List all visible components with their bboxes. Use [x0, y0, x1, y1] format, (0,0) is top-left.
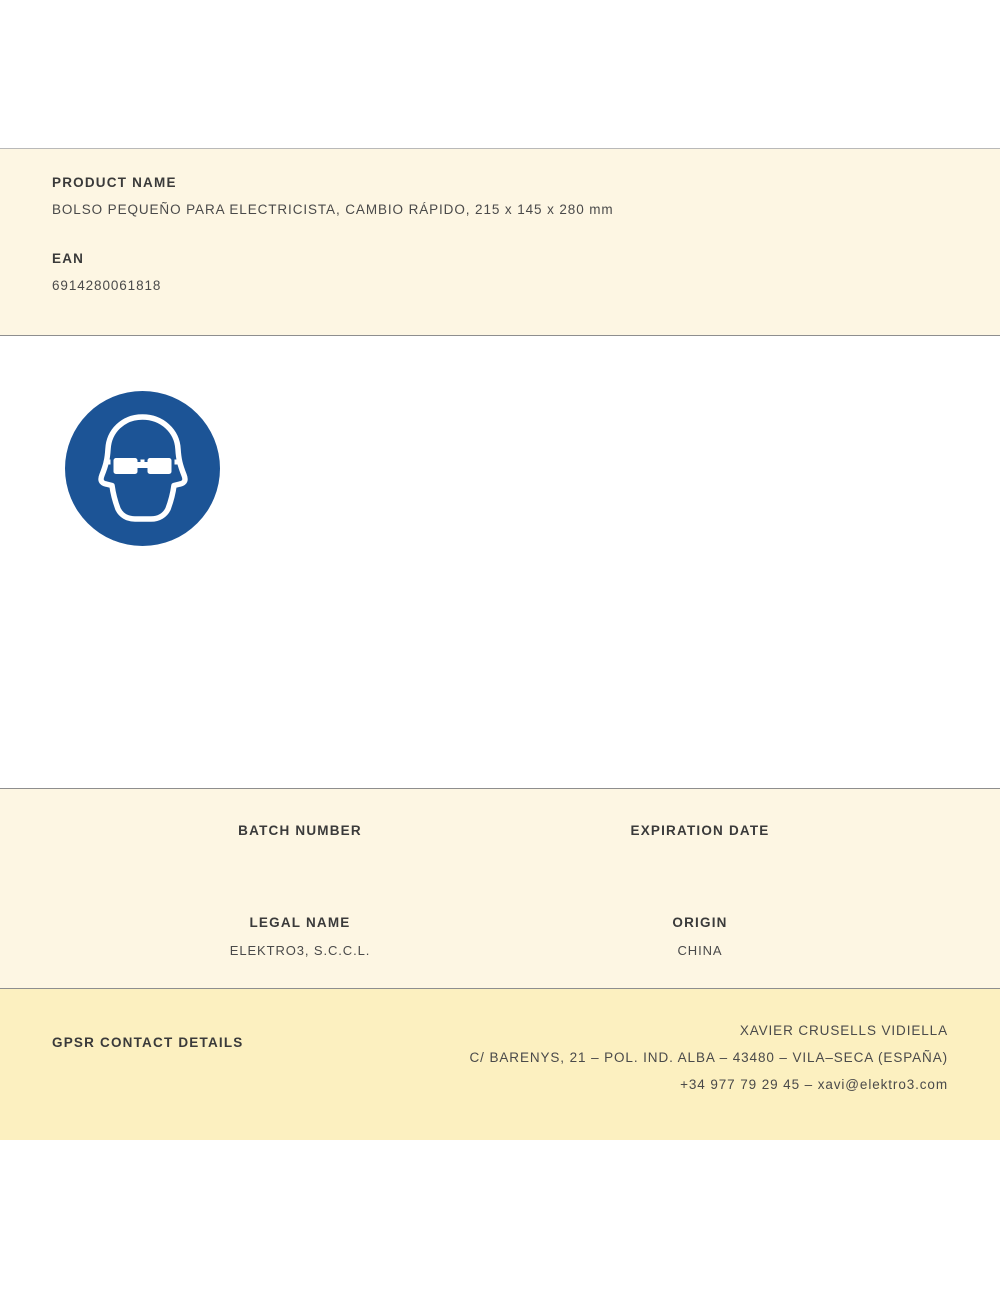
- product-info-block: [0, 148, 1000, 336]
- origin-cell: [500, 915, 1000, 959]
- batch-number-cell: [0, 823, 500, 867]
- ean-label: EAN: [52, 251, 85, 266]
- origin-value: CHINA: [677, 943, 723, 958]
- legal-name-label: LEGAL NAME: [249, 915, 351, 930]
- expiration-date-label: EXPIRATION DATE: [630, 823, 770, 838]
- batch-number-label: BATCH NUMBER: [238, 823, 362, 838]
- gpsr-contact-address: C/ BARENYS, 21 – POL. IND. ALBA – 43480 – VILA–SECA (ESPAÑA): [469, 1050, 948, 1065]
- batch-legal-block: [0, 788, 1000, 988]
- expiration-date-cell: [500, 823, 1000, 867]
- gpsr-contact-block: [0, 988, 1000, 1140]
- legal-name-value: ELEKTRO3, S.C.C.L.: [229, 943, 371, 958]
- gpsr-contact-name: XAVIER CRUSELLS VIDIELLA: [739, 1023, 948, 1038]
- gpsr-contact-label: GPSR CONTACT DETAILS: [52, 1035, 244, 1050]
- product-name-label: PRODUCT NAME: [52, 175, 177, 190]
- spacer: [52, 217, 948, 251]
- batch-number-value: [100, 851, 500, 867]
- gpsr-contact-details: [244, 989, 1000, 1098]
- wear-eye-protection-icon: [65, 391, 220, 546]
- gpsr-contact-phone-email: +34 977 79 29 45 – xavi@elektro3.com: [680, 1077, 948, 1092]
- batch-row: [0, 789, 1000, 867]
- product-name-value: BOLSO PEQUEÑO PARA ELECTRICISTA, CAMBIO RÁPIDO, 215 x 145 x 280 mm: [52, 202, 614, 217]
- origin-label: ORIGIN: [672, 915, 728, 930]
- legal-name-cell: [0, 915, 500, 959]
- pictogram-area: [0, 336, 1000, 788]
- expiration-date-value: [500, 851, 900, 867]
- ean-value: 6914280061818: [52, 278, 162, 293]
- legal-row: [0, 867, 1000, 959]
